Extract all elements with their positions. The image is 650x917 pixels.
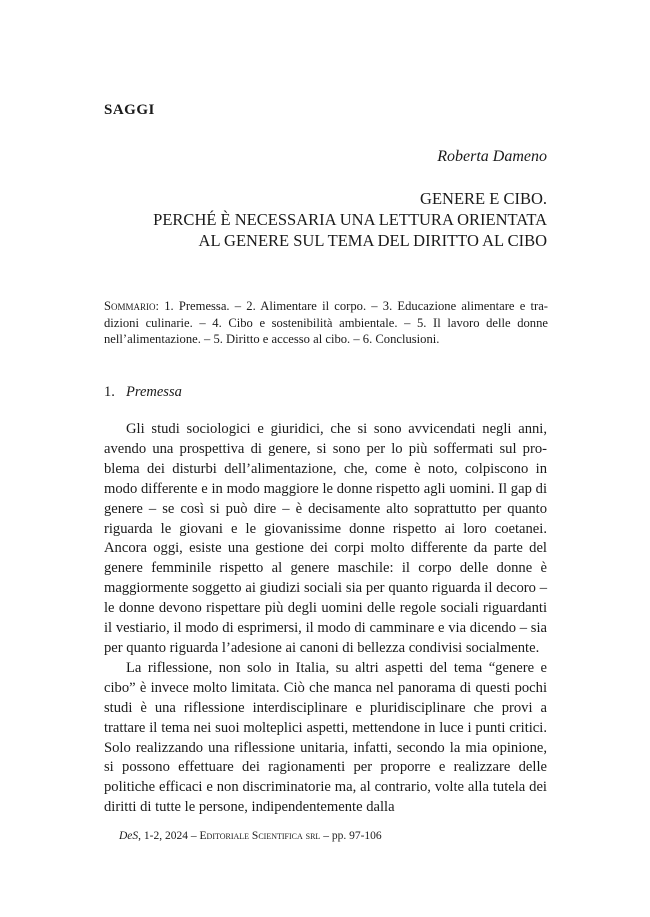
- title-line: GENERE E CIBO.: [420, 189, 547, 208]
- page-footer: [119, 830, 382, 842]
- title-line: PERCHÉ È NECESSARIA UNA LETTURA ORIENTATA: [153, 210, 547, 229]
- journal-name: DeS: [119, 830, 139, 842]
- section-number: 1.: [104, 384, 115, 400]
- section-heading: [104, 384, 182, 401]
- body-text: [104, 420, 547, 818]
- author-name: Roberta Dameno: [437, 148, 547, 165]
- section-title: Premessa: [126, 384, 182, 400]
- journal-issue: , 1-2, 2024 –: [138, 830, 200, 842]
- summary-label: Sommario:: [104, 299, 160, 313]
- title-line: AL GENERE SUL TEMA DEL DIRITTO AL CIBO: [198, 231, 547, 250]
- summary-abstract: [104, 298, 548, 348]
- publisher-name: Editoriale Scientifica srl: [199, 830, 321, 842]
- section-label: SAGGI: [104, 102, 155, 118]
- page-range: – pp. 97-106: [320, 830, 382, 842]
- summary-text: 1. Premessa. – 2. Alimentare il corpo. – 3. Educazione alimentare e tradizioni culinarie. – 4. Cibo e sostenibilità ambientale. – 5. Il lavoro delle donne nell’alimentazione. – 5. Diritto e accesso al cibo. – 6. Conclusioni.: [104, 299, 548, 346]
- article-title: [87, 188, 547, 251]
- paragraph: Gli studi sociologici e giuridici, che si sono avvicendati negli anni, avendo una prospettiva di genere, si sono per lo più soffermati sul problema dei disturbi dell’alimentazione, che, come è noto, colpiscono in modo differente e in modo maggiore le donne rispetto agli uomini. Il gap di genere – se così si può dire – è decisamente alto soprattutto per quanto riguarda le giovani e le giovanissime donne rispetto ai loro coetanei. Ancora oggi, esiste una gestione dei corpi molto differente da parte del genere femminile rispetto al genere maschile: il corpo delle donne è maggiormente soggetto ai giudizi sociali sia per quanto riguarda il decoro – le donne devono rispettare più degli uomini delle regole sociali riguardanti il vestiario, il modo di esprimersi, il modo di camminare e via dicendo – sia per quanto riguarda l’adesione ai canoni di bellezza condivisi socialmente.: [104, 421, 547, 656]
- paragraph: La riflessione, non solo in Italia, su altri aspetti del tema “genere e cibo” è invece molto limitata. Ciò che manca nel panorama di questi pochi studi è una riflessione interdisciplinare e pluridisciplinare che provi a trattare il tema nei suoi molteplici aspetti, mettendone in luce i punti critici. Solo realizzando una riflessione unitaria, infatti, secondo la mia opinione, si possono effettuare dei ragionamenti per proporre e realizzare delle politiche efficaci e non discriminatorie ma, al contrario, volte alla tutela dei diritti di tutte le persone, indipendentemente dalla: [104, 659, 547, 816]
